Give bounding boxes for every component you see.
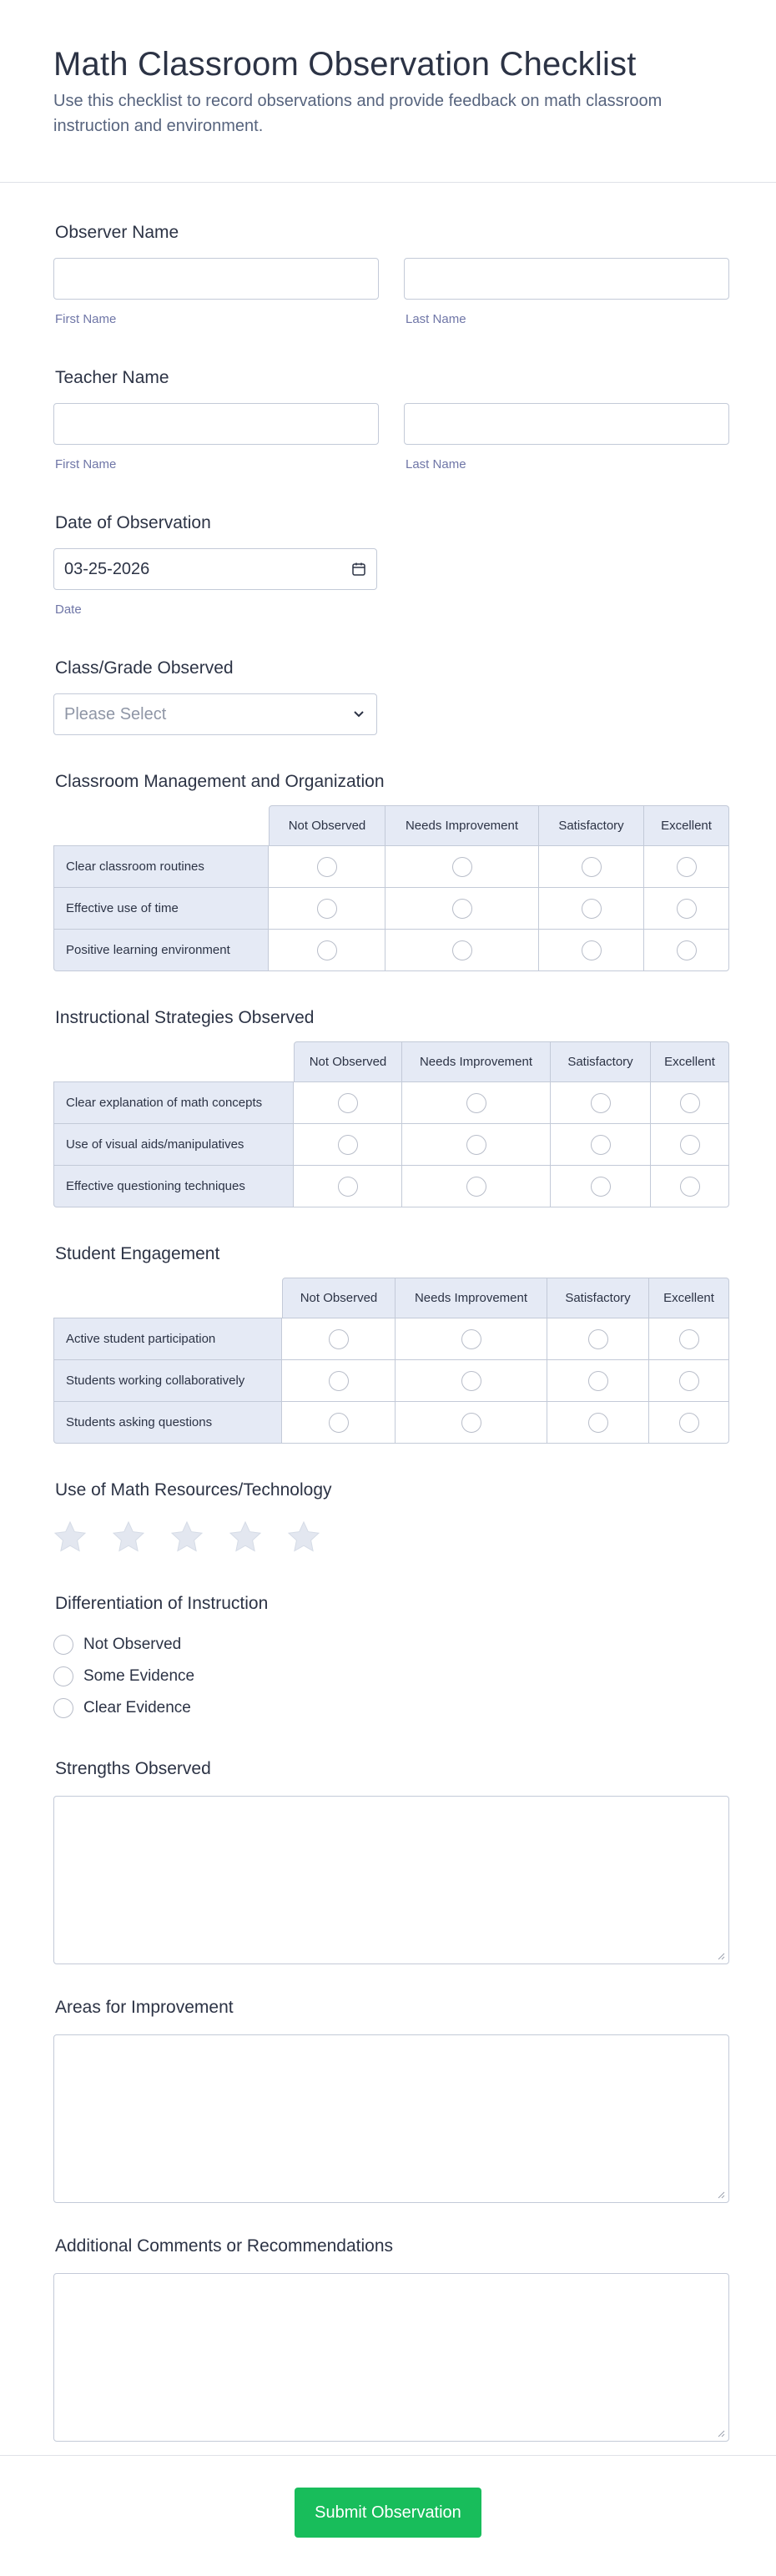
grade-label: Class/Grade Observed <box>55 658 234 678</box>
matrix-cell <box>294 1166 402 1207</box>
matrix-row <box>53 846 729 888</box>
radio-button[interactable] <box>317 940 337 960</box>
radio-button[interactable] <box>329 1329 349 1349</box>
resources-rating-label: Use of Math Resources/Technology <box>55 1480 332 1500</box>
matrix-row-label: Effective questioning techniques <box>53 1166 294 1207</box>
matrix-cell <box>385 930 539 971</box>
radio-button[interactable] <box>338 1135 358 1155</box>
differentiation-label: Differentiation of Instruction <box>55 1594 269 1613</box>
differentiation-field <box>53 1594 729 1724</box>
strengths-label: Strengths Observed <box>55 1759 211 1778</box>
col-header-needs-improvement: Needs Improvement <box>402 1041 551 1082</box>
radio-button[interactable] <box>329 1413 349 1433</box>
comments-textarea[interactable] <box>53 2273 729 2442</box>
radio-button[interactable] <box>317 899 337 919</box>
form-header <box>0 0 776 183</box>
matrix-row-label: Positive learning environment <box>53 930 269 971</box>
radio-button[interactable] <box>466 1135 486 1155</box>
matrix-cell <box>649 1360 729 1402</box>
radio-button[interactable] <box>588 1413 608 1433</box>
resources-rating-field <box>53 1480 729 1554</box>
radio-button[interactable] <box>338 1093 358 1113</box>
instructional-strategies-label: Instructional Strategies Observed <box>55 1008 315 1027</box>
radio-button[interactable] <box>591 1177 611 1197</box>
radio-button[interactable] <box>677 940 697 960</box>
comments-label: Additional Comments or Recommendations <box>55 2236 394 2256</box>
submit-button[interactable]: Submit Observation <box>295 2488 481 2538</box>
matrix-row-label: Clear explanation of math concepts <box>53 1082 294 1124</box>
chevron-down-icon <box>353 710 365 718</box>
matrix-cell <box>547 1360 649 1402</box>
col-header-not-observed: Not Observed <box>294 1041 402 1082</box>
teacher-first-name-sublabel: First Name <box>55 457 117 471</box>
matrix-cell <box>547 1318 649 1360</box>
observer-last-name-input[interactable] <box>404 258 729 300</box>
observer-name-field <box>53 223 729 326</box>
star-icon[interactable] <box>287 1520 320 1554</box>
observer-name-label: Observer Name <box>55 223 179 242</box>
radio-button[interactable] <box>588 1329 608 1349</box>
matrix-cell <box>651 1166 729 1207</box>
form-title: Math Classroom Observation Checklist <box>53 46 637 83</box>
classroom-management-matrix <box>53 805 729 971</box>
matrix-row <box>53 1082 729 1124</box>
matrix-cell <box>269 846 385 888</box>
radio-button[interactable] <box>679 1329 699 1349</box>
radio-button[interactable] <box>461 1371 481 1391</box>
matrix-cell <box>396 1360 547 1402</box>
matrix-cell <box>644 888 729 930</box>
instructional-strategies-field <box>53 1008 729 1207</box>
form-description: Use this checklist to record observations and provide feedback on math classroom instruction and environment. <box>53 92 663 135</box>
matrix-cell <box>651 1082 729 1124</box>
observer-first-name-input[interactable] <box>53 258 379 300</box>
radio-button[interactable] <box>677 857 697 877</box>
matrix-cell <box>402 1082 551 1124</box>
date-value: 03-25-2026 <box>64 559 150 578</box>
radio-button[interactable] <box>466 1177 486 1197</box>
matrix-row <box>53 1166 729 1207</box>
form-footer <box>0 2455 776 2576</box>
matrix-cell <box>539 846 644 888</box>
radio-button[interactable] <box>53 1698 73 1718</box>
col-header-excellent: Excellent <box>651 1041 729 1082</box>
matrix-row-label: Clear classroom routines <box>53 846 269 888</box>
grade-select[interactable] <box>53 693 377 735</box>
star-rating <box>53 1520 729 1554</box>
matrix-row <box>53 1124 729 1166</box>
radio-button[interactable] <box>452 899 472 919</box>
matrix-cell <box>402 1166 551 1207</box>
resize-handle-icon[interactable] <box>717 2429 725 2437</box>
matrix-cell <box>644 930 729 971</box>
date-label: Date of Observation <box>55 513 211 532</box>
col-header-needs-improvement: Needs Improvement <box>396 1278 547 1318</box>
matrix-cell <box>644 846 729 888</box>
col-header-satisfactory: Satisfactory <box>547 1278 649 1318</box>
matrix-cell <box>282 1360 396 1402</box>
resize-handle-icon[interactable] <box>717 1952 725 1960</box>
matrix-row <box>53 1360 729 1402</box>
option-label: Some Evidence <box>83 1667 195 1685</box>
radio-button[interactable] <box>591 1135 611 1155</box>
teacher-name-label: Teacher Name <box>55 368 169 387</box>
classroom-management-field <box>53 772 729 971</box>
matrix-row <box>53 1318 729 1360</box>
instructional-strategies-matrix <box>53 1041 729 1207</box>
radio-button[interactable] <box>452 857 472 877</box>
radio-button[interactable] <box>466 1093 486 1113</box>
classroom-management-label: Classroom Management and Organization <box>55 772 385 791</box>
teacher-last-name-sublabel: Last Name <box>406 457 466 471</box>
matrix-cell <box>282 1402 396 1444</box>
col-header-excellent: Excellent <box>644 805 729 846</box>
improvement-textarea[interactable] <box>53 2034 729 2203</box>
matrix-row <box>53 930 729 971</box>
matrix-row-label: Active student participation <box>53 1318 282 1360</box>
matrix-row <box>53 1402 729 1444</box>
radio-button[interactable] <box>680 1177 700 1197</box>
grade-select-placeholder: Please Select <box>64 704 167 723</box>
matrix-cell <box>269 930 385 971</box>
star-icon[interactable] <box>112 1520 145 1554</box>
matrix-row <box>53 888 729 930</box>
teacher-name-field <box>53 368 729 471</box>
strengths-field <box>53 1759 729 1964</box>
matrix-cell <box>385 888 539 930</box>
radio-button[interactable] <box>317 857 337 877</box>
matrix-cell <box>294 1124 402 1166</box>
radio-button[interactable] <box>452 940 472 960</box>
improvement-label: Areas for Improvement <box>55 1998 234 2017</box>
observer-first-name-sublabel: First Name <box>55 312 117 326</box>
calendar-icon[interactable] <box>351 562 366 577</box>
matrix-cell <box>651 1124 729 1166</box>
differentiation-options <box>53 1629 729 1724</box>
matrix-cell <box>539 888 644 930</box>
option-label: Not Observed <box>83 1636 182 1653</box>
radio-button[interactable] <box>588 1371 608 1391</box>
student-engagement-label: Student Engagement <box>55 1244 220 1263</box>
col-header-satisfactory: Satisfactory <box>539 805 644 846</box>
matrix-cell <box>547 1402 649 1444</box>
matrix-cell <box>396 1318 547 1360</box>
matrix-cell <box>269 888 385 930</box>
matrix-cell <box>551 1082 651 1124</box>
improvement-field <box>53 1998 729 2203</box>
radio-button[interactable] <box>461 1329 481 1349</box>
radio-button[interactable] <box>582 899 602 919</box>
radio-button[interactable] <box>591 1093 611 1113</box>
radio-button[interactable] <box>329 1371 349 1391</box>
option-label: Clear Evidence <box>83 1699 191 1716</box>
matrix-cell <box>649 1402 729 1444</box>
teacher-first-name-input[interactable] <box>53 403 379 445</box>
resize-handle-icon[interactable] <box>717 2190 725 2199</box>
matrix-cell <box>551 1166 651 1207</box>
student-engagement-matrix <box>53 1278 729 1444</box>
matrix-cell <box>385 846 539 888</box>
matrix-cell <box>649 1318 729 1360</box>
teacher-last-name-input[interactable] <box>404 403 729 445</box>
comments-field <box>53 2236 729 2442</box>
radio-button[interactable] <box>680 1093 700 1113</box>
matrix-row-label: Students asking questions <box>53 1402 282 1444</box>
date-input[interactable] <box>53 548 377 590</box>
differentiation-option-some-evidence[interactable] <box>53 1661 729 1692</box>
radio-button[interactable] <box>338 1177 358 1197</box>
date-field <box>53 513 729 617</box>
col-header-not-observed: Not Observed <box>269 805 385 846</box>
strengths-textarea[interactable] <box>53 1796 729 1964</box>
radio-button[interactable] <box>582 857 602 877</box>
matrix-row-label: Use of visual aids/manipulatives <box>53 1124 294 1166</box>
student-engagement-field <box>53 1244 729 1444</box>
radio-button[interactable] <box>461 1413 481 1433</box>
observer-last-name-sublabel: Last Name <box>406 312 466 326</box>
date-sublabel: Date <box>55 602 82 617</box>
matrix-cell <box>282 1318 396 1360</box>
matrix-row-label: Effective use of time <box>53 888 269 930</box>
radio-button[interactable] <box>679 1371 699 1391</box>
radio-button[interactable] <box>677 899 697 919</box>
differentiation-option-clear-evidence[interactable] <box>53 1692 729 1724</box>
star-icon[interactable] <box>53 1520 87 1554</box>
col-header-excellent: Excellent <box>649 1278 729 1318</box>
star-icon[interactable] <box>229 1520 262 1554</box>
form-body <box>0 223 776 2442</box>
radio-button[interactable] <box>679 1413 699 1433</box>
radio-button[interactable] <box>582 940 602 960</box>
col-header-satisfactory: Satisfactory <box>551 1041 651 1082</box>
star-icon[interactable] <box>170 1520 204 1554</box>
radio-button[interactable] <box>680 1135 700 1155</box>
radio-button[interactable] <box>53 1666 73 1686</box>
col-header-needs-improvement: Needs Improvement <box>385 805 539 846</box>
matrix-cell <box>294 1082 402 1124</box>
matrix-cell <box>539 930 644 971</box>
differentiation-option-not-observed[interactable] <box>53 1629 729 1661</box>
col-header-not-observed: Not Observed <box>282 1278 396 1318</box>
matrix-cell <box>551 1124 651 1166</box>
matrix-cell <box>396 1402 547 1444</box>
radio-button[interactable] <box>53 1635 73 1655</box>
matrix-row-label: Students working collaboratively <box>53 1360 282 1402</box>
matrix-cell <box>402 1124 551 1166</box>
grade-field <box>53 658 729 735</box>
